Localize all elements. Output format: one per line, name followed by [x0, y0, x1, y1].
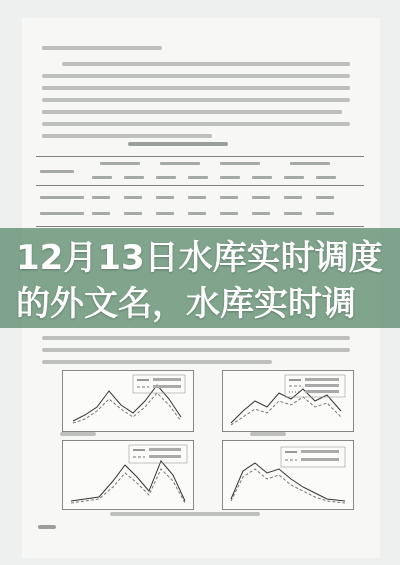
page-number	[38, 525, 56, 529]
figure-panel-b	[222, 370, 354, 432]
headline-line-2: 的外文名，水库实时调	[16, 284, 356, 324]
headline-line-1: 12月13日水库实时调度	[16, 238, 383, 278]
figure-panel-c	[62, 440, 194, 510]
table-caption	[128, 142, 228, 146]
figure-panel-d	[222, 440, 354, 510]
figure-panel-a	[62, 370, 194, 432]
